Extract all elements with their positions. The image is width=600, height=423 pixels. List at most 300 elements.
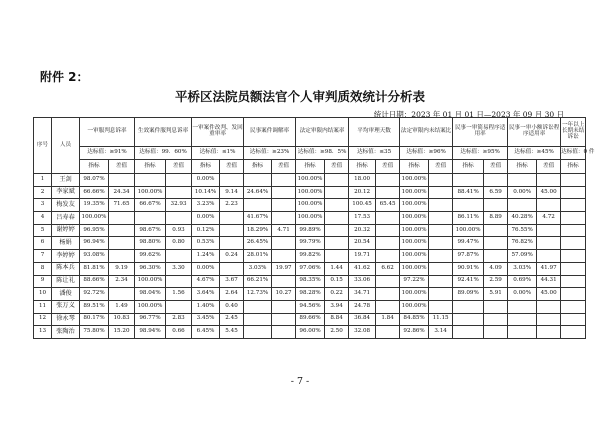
row-person-name: 梅发友: [52, 199, 80, 212]
cell-diff-value: 32.93: [166, 199, 192, 212]
cell-diff-value: [272, 313, 296, 326]
metric-target: 达标值：≤1%: [192, 147, 244, 160]
cell-diff-value: 10.83: [109, 313, 135, 326]
metric-target: 达标值：≥96%: [400, 147, 453, 160]
cell-index-value: [508, 313, 537, 326]
cell-index-value: 100.00%: [296, 199, 325, 212]
cell-index-value: 12.73%: [244, 288, 272, 301]
cell-diff-value: [376, 288, 400, 301]
subheader-index: 指标: [453, 160, 484, 174]
row-seq: 5: [34, 224, 52, 237]
metric-target: 达标值：≥95%: [453, 147, 508, 160]
table-body: [34, 118, 595, 339]
cell-index-value: 0.00%: [192, 262, 220, 275]
table-row: [34, 262, 586, 275]
cell-index-value: 99.89%: [296, 224, 325, 237]
cell-diff-value: 2.64: [220, 288, 244, 301]
cell-index-value: 98.28%: [296, 288, 325, 301]
cell-index-value: 41.62: [349, 262, 376, 275]
cell-diff-value: 45.00: [537, 288, 561, 301]
cell-index-value: 0.69%: [508, 275, 537, 288]
cell-diff-value: [537, 326, 561, 339]
subheader-diff: 差值: [109, 160, 135, 174]
cell-diff-value: [325, 224, 349, 237]
cell-diff-value: 1.56: [166, 288, 192, 301]
cell-diff-value: 24.34: [109, 186, 135, 199]
cell-index-value: 40.28%: [508, 212, 537, 225]
cell-index-value: 99.79%: [296, 237, 325, 250]
cell-diff-value: [537, 199, 561, 212]
cell-diff-value: [429, 288, 453, 301]
row-person-name: 陈本兵: [52, 262, 80, 275]
row-seq: 11: [34, 300, 52, 313]
cell-index-value: 28.01%: [244, 250, 272, 263]
cell-index-value: 97.87%: [453, 250, 484, 263]
row-seq: 2: [34, 186, 52, 199]
cell-index-value: 26.45%: [244, 237, 272, 250]
row-person-name: 李家斌: [52, 186, 80, 199]
cell-index-value: 100.00%: [80, 212, 109, 225]
row-person-name: 潘俊: [52, 288, 80, 301]
cell-index-value: 100.00%: [400, 300, 429, 313]
cell-index-value: 100.00%: [400, 288, 429, 301]
cell-index-value: 3.23%: [192, 199, 220, 212]
subheader-diff: 差值: [429, 160, 453, 174]
cell-diff-value: 2.34: [109, 275, 135, 288]
cell-diff-value: [272, 275, 296, 288]
cell-index-value: 19.35%: [80, 199, 109, 212]
cell-diff-value: [272, 212, 296, 225]
row-seq: 8: [34, 262, 52, 275]
cell-index-value: 100.00%: [400, 186, 429, 199]
cell-diff-value: 3.14: [429, 326, 453, 339]
cell-index-value: 93.08%: [80, 250, 109, 263]
cell-diff-value: [166, 186, 192, 199]
cell-diff-value: 0.15: [325, 275, 349, 288]
subheader-index: 指标: [508, 160, 537, 174]
subheader-index: 指标: [400, 160, 429, 174]
table-row: [34, 326, 586, 339]
cell-diff-value: [376, 300, 400, 313]
cell-index-value: 18.00: [349, 174, 376, 187]
cell-index-value: 89.51%: [80, 300, 109, 313]
cell-diff-value: [537, 237, 561, 250]
cell-diff-value: 0.93: [166, 224, 192, 237]
header-row-metrics: [34, 118, 586, 147]
cell-index-value: 100.00%: [453, 224, 484, 237]
cell-index-value: 98.94%: [135, 326, 166, 339]
row-person-name: 张万义: [52, 300, 80, 313]
cell-diff-value: [376, 250, 400, 263]
row-seq: 4: [34, 212, 52, 225]
header-row-targets: [34, 147, 586, 160]
cell-diff-value: [429, 212, 453, 225]
cell-diff-value: [220, 237, 244, 250]
cell-diff-value: [537, 174, 561, 187]
metric-target: 达标值：≥91%: [80, 147, 135, 160]
metric-target: 达标值：≥45%: [508, 147, 561, 160]
table-row: [34, 275, 586, 288]
cell-diff-value: [376, 275, 400, 288]
cell-diff-value: [109, 250, 135, 263]
cell-diff-value: 71.65: [109, 199, 135, 212]
metric-name: 一审服判息诉率: [80, 118, 135, 147]
cell-diff-value: [272, 174, 296, 187]
cell-index-value: [508, 174, 537, 187]
cell-index-value: 96.77%: [135, 313, 166, 326]
cell-index-value: 97.22%: [400, 275, 429, 288]
metric-name: 生效案件服判息诉率: [135, 118, 192, 147]
header-person: 人员: [52, 118, 80, 174]
cell-diff-value: 45.00: [537, 186, 561, 199]
cell-index-value: 86.11%: [453, 212, 484, 225]
cell-index-value: 98.07%: [80, 174, 109, 187]
cell-index-value: 36.84: [349, 313, 376, 326]
cell-index-value: 100.00%: [135, 275, 166, 288]
cell-diff-value: 9.19: [109, 262, 135, 275]
cell-diff-value: [484, 313, 508, 326]
cell-diff-value: [429, 186, 453, 199]
metric-target: 达标值：≥98．5%: [296, 147, 349, 160]
cell-diff-value: 3.30: [166, 262, 192, 275]
cell-diff-value: [484, 300, 508, 313]
cell-diff-value: [272, 199, 296, 212]
metric-target: 达标值：≤35: [349, 147, 400, 160]
cell-index-value: [561, 186, 586, 199]
cell-index-value: [135, 212, 166, 225]
cell-index-value: 100.00%: [296, 186, 325, 199]
cell-index-value: 0.00%: [192, 174, 220, 187]
cell-diff-value: 8.89: [484, 212, 508, 225]
cell-index-value: 76.82%: [508, 237, 537, 250]
cell-index-value: [244, 313, 272, 326]
metric-name: 法定审限内结案率: [296, 118, 349, 147]
cell-diff-value: [109, 288, 135, 301]
cell-index-value: [561, 224, 586, 237]
cell-index-value: 3.03%: [244, 262, 272, 275]
table-row: [34, 288, 586, 301]
cell-index-value: 100.00%: [296, 174, 325, 187]
cell-index-value: [508, 300, 537, 313]
cell-index-value: [561, 262, 586, 275]
cell-diff-value: [429, 300, 453, 313]
cell-index-value: [453, 313, 484, 326]
cell-index-value: 81.81%: [80, 262, 109, 275]
cell-index-value: 94.56%: [296, 300, 325, 313]
cell-diff-value: 15.20: [109, 326, 135, 339]
cell-diff-value: [429, 174, 453, 187]
cell-diff-value: 0.66: [166, 326, 192, 339]
table-row: [34, 199, 586, 212]
subheader-index: 指标: [349, 160, 376, 174]
subheader-index: 指标: [244, 160, 272, 174]
cell-index-value: 76.55%: [508, 224, 537, 237]
cell-index-value: [135, 174, 166, 187]
row-person-name: 王剑: [52, 174, 80, 187]
metric-name: 法定审限内未结案比: [400, 118, 453, 147]
cell-diff-value: [272, 250, 296, 263]
cell-index-value: [561, 199, 586, 212]
cell-index-value: 33.06: [349, 275, 376, 288]
cell-diff-value: [109, 237, 135, 250]
cell-index-value: 96.00%: [296, 326, 325, 339]
cell-index-value: [561, 212, 586, 225]
cell-index-value: 97.06%: [296, 262, 325, 275]
cell-diff-value: 0.40: [220, 300, 244, 313]
cell-index-value: 100.00%: [400, 199, 429, 212]
cell-diff-value: [484, 174, 508, 187]
cell-index-value: 89.09%: [453, 288, 484, 301]
cell-diff-value: [272, 186, 296, 199]
cell-index-value: 17.53: [349, 212, 376, 225]
cell-index-value: 3.03%: [508, 262, 537, 275]
cell-index-value: 99.82%: [296, 250, 325, 263]
subheader-index: 指标: [80, 160, 109, 174]
cell-diff-value: 2.83: [166, 313, 192, 326]
cell-diff-value: [272, 326, 296, 339]
cell-diff-value: [325, 212, 349, 225]
row-person-name: 徐永琴: [52, 313, 80, 326]
metric-target: 达标值：0 件: [561, 147, 586, 160]
cell-diff-value: [484, 199, 508, 212]
cell-diff-value: 8.84: [325, 313, 349, 326]
subheader-diff: 差值: [376, 160, 400, 174]
cell-diff-value: 1.49: [109, 300, 135, 313]
cell-index-value: 84.85%: [400, 313, 429, 326]
cell-index-value: 66.21%: [244, 275, 272, 288]
subheader-diff: 差值: [272, 160, 296, 174]
metric-name: 民事一审小额诉讼程序适用率: [508, 118, 561, 147]
statistics-period: 统计日期：2023 年 01 月 01 日—2023 年 09 月 30 日: [373, 110, 564, 119]
cell-diff-value: [537, 300, 561, 313]
metric-name: 一审案件改判、发回重审率: [192, 118, 244, 147]
cell-index-value: [453, 199, 484, 212]
cell-diff-value: [166, 275, 192, 288]
cell-index-value: 90.91%: [453, 262, 484, 275]
cell-diff-value: 5.91: [484, 288, 508, 301]
cell-diff-value: [376, 212, 400, 225]
cell-index-value: 96.95%: [80, 224, 109, 237]
metric-name: 民事案件调解率: [244, 118, 296, 147]
cell-diff-value: [325, 174, 349, 187]
cell-index-value: 88.41%: [453, 186, 484, 199]
cell-index-value: [453, 300, 484, 313]
cell-index-value: 41.67%: [244, 212, 272, 225]
cell-diff-value: [429, 262, 453, 275]
table-row: [34, 174, 586, 187]
row-person-name: 杨娟: [52, 237, 80, 250]
row-seq: 3: [34, 199, 52, 212]
cell-index-value: 0.00%: [508, 288, 537, 301]
cell-index-value: 100.00%: [400, 250, 429, 263]
cell-index-value: 6.45%: [192, 326, 220, 339]
cell-diff-value: [376, 326, 400, 339]
metric-name: 民事一审简易程序适用率: [453, 118, 508, 147]
cell-diff-value: 9.14: [220, 186, 244, 199]
cell-index-value: [561, 275, 586, 288]
cell-diff-value: [325, 199, 349, 212]
cell-diff-value: [484, 224, 508, 237]
cell-index-value: 98.04%: [135, 288, 166, 301]
cell-diff-value: [537, 250, 561, 263]
cell-diff-value: 1.84: [376, 313, 400, 326]
cell-diff-value: 2.45: [220, 313, 244, 326]
cell-diff-value: [325, 250, 349, 263]
cell-diff-value: 5.45: [220, 326, 244, 339]
subheader-diff: 差值: [166, 160, 192, 174]
subheader-diff: 差值: [537, 160, 561, 174]
cell-diff-value: [166, 300, 192, 313]
cell-index-value: 3.64%: [192, 288, 220, 301]
cell-diff-value: 19.97: [272, 262, 296, 275]
cell-diff-value: 2.59: [484, 275, 508, 288]
cell-diff-value: [220, 262, 244, 275]
cell-diff-value: [484, 237, 508, 250]
cell-index-value: 24.78: [349, 300, 376, 313]
metric-target: 达标值：≥23%: [244, 147, 296, 160]
cell-index-value: 100.00%: [400, 262, 429, 275]
cell-index-value: 80.17%: [80, 313, 109, 326]
cell-index-value: [561, 250, 586, 263]
cell-diff-value: [109, 224, 135, 237]
annex-label: 附件 2：: [40, 70, 89, 84]
cell-index-value: 32.08: [349, 326, 376, 339]
cell-diff-value: [429, 250, 453, 263]
cell-diff-value: 3.67: [220, 275, 244, 288]
cell-index-value: 100.00%: [296, 212, 325, 225]
row-seq: 7: [34, 250, 52, 263]
cell-index-value: 100.00%: [400, 212, 429, 225]
cell-index-value: 24.64%: [244, 186, 272, 199]
cell-index-value: 66.67%: [135, 199, 166, 212]
cell-diff-value: 4.09: [484, 262, 508, 275]
cell-diff-value: [220, 224, 244, 237]
cell-index-value: 0.00%: [192, 212, 220, 225]
cell-diff-value: 6.62: [376, 262, 400, 275]
cell-index-value: 92.72%: [80, 288, 109, 301]
cell-diff-value: 10.27: [272, 288, 296, 301]
cell-diff-value: [376, 224, 400, 237]
cell-index-value: [244, 174, 272, 187]
cell-diff-value: 4.71: [272, 224, 296, 237]
cell-index-value: 0.53%: [192, 237, 220, 250]
cell-diff-value: 44.31: [537, 275, 561, 288]
cell-diff-value: [272, 300, 296, 313]
cell-diff-value: 0.80: [166, 237, 192, 250]
metric-target: 达标值：99．60%: [135, 147, 192, 160]
cell-diff-value: [484, 326, 508, 339]
cell-diff-value: [272, 237, 296, 250]
cell-index-value: [453, 174, 484, 187]
subheader-diff: 差值: [220, 160, 244, 174]
cell-index-value: [244, 326, 272, 339]
subheader-index: 指标: [296, 160, 325, 174]
cell-index-value: 0.12%: [192, 224, 220, 237]
cell-index-value: 92.41%: [453, 275, 484, 288]
cell-index-value: 18.29%: [244, 224, 272, 237]
metric-name: 平均审理天数: [349, 118, 400, 147]
cell-index-value: [508, 326, 537, 339]
cell-index-value: 100.00%: [400, 224, 429, 237]
metric-name: 一年以上长期未结诉讼: [561, 118, 586, 147]
cell-index-value: 10.14%: [192, 186, 220, 199]
cell-diff-value: 2.23: [220, 199, 244, 212]
subheader-index: 指标: [192, 160, 220, 174]
cell-index-value: [453, 326, 484, 339]
cell-index-value: 57.09%: [508, 250, 537, 263]
subheader-diff: 差值: [325, 160, 349, 174]
cell-diff-value: 4.72: [537, 212, 561, 225]
cell-diff-value: [166, 212, 192, 225]
row-seq: 13: [34, 326, 52, 339]
cell-diff-value: [325, 186, 349, 199]
cell-index-value: [561, 174, 586, 187]
cell-index-value: [561, 300, 586, 313]
table-row: [34, 224, 586, 237]
cell-index-value: 100.00%: [135, 186, 166, 199]
row-person-name: 谢婷婷: [52, 224, 80, 237]
cell-diff-value: 3.94: [325, 300, 349, 313]
cell-diff-value: 6.59: [484, 186, 508, 199]
cell-diff-value: [429, 275, 453, 288]
cell-index-value: 98.35%: [296, 275, 325, 288]
cell-index-value: 20.12: [349, 186, 376, 199]
cell-diff-value: [429, 237, 453, 250]
cell-diff-value: [376, 174, 400, 187]
cell-index-value: 3.45%: [192, 313, 220, 326]
cell-diff-value: [537, 224, 561, 237]
table-title: 平桥区法院员额法官个人审判质效统计分析表: [174, 89, 425, 104]
cell-diff-value: [166, 250, 192, 263]
page-number: - 7 -: [290, 376, 310, 387]
table-row: [34, 186, 586, 199]
statistics-table: [33, 117, 595, 339]
cell-index-value: 19.71: [349, 250, 376, 263]
cell-diff-value: 2.50: [325, 326, 349, 339]
cell-index-value: [561, 288, 586, 301]
cell-diff-value: 1.44: [325, 262, 349, 275]
cell-index-value: 100.00%: [400, 237, 429, 250]
row-seq: 6: [34, 237, 52, 250]
cell-diff-value: [166, 174, 192, 187]
cell-index-value: 99.47%: [453, 237, 484, 250]
row-seq: 10: [34, 288, 52, 301]
cell-diff-value: [325, 237, 349, 250]
table-row: [34, 237, 586, 250]
cell-index-value: [561, 313, 586, 326]
table-row: [34, 313, 586, 326]
cell-index-value: 34.71: [349, 288, 376, 301]
cell-index-value: 20.54: [349, 237, 376, 250]
row-person-name: 吕寿春: [52, 212, 80, 225]
row-person-name: 陈让礼: [52, 275, 80, 288]
table-row: [34, 250, 586, 263]
row-person-name: 张陶治: [52, 326, 80, 339]
cell-diff-value: [429, 199, 453, 212]
row-seq: 12: [34, 313, 52, 326]
table-row: [34, 300, 586, 313]
cell-index-value: 66.66%: [80, 186, 109, 199]
cell-index-value: 75.80%: [80, 326, 109, 339]
cell-diff-value: 41.97: [537, 262, 561, 275]
cell-index-value: 88.66%: [80, 275, 109, 288]
cell-index-value: 98.67%: [135, 224, 166, 237]
cell-index-value: 100.00%: [135, 300, 166, 313]
cell-diff-value: [376, 237, 400, 250]
cell-index-value: 92.86%: [400, 326, 429, 339]
cell-index-value: 96.30%: [135, 262, 166, 275]
cell-diff-value: 65.45: [376, 199, 400, 212]
